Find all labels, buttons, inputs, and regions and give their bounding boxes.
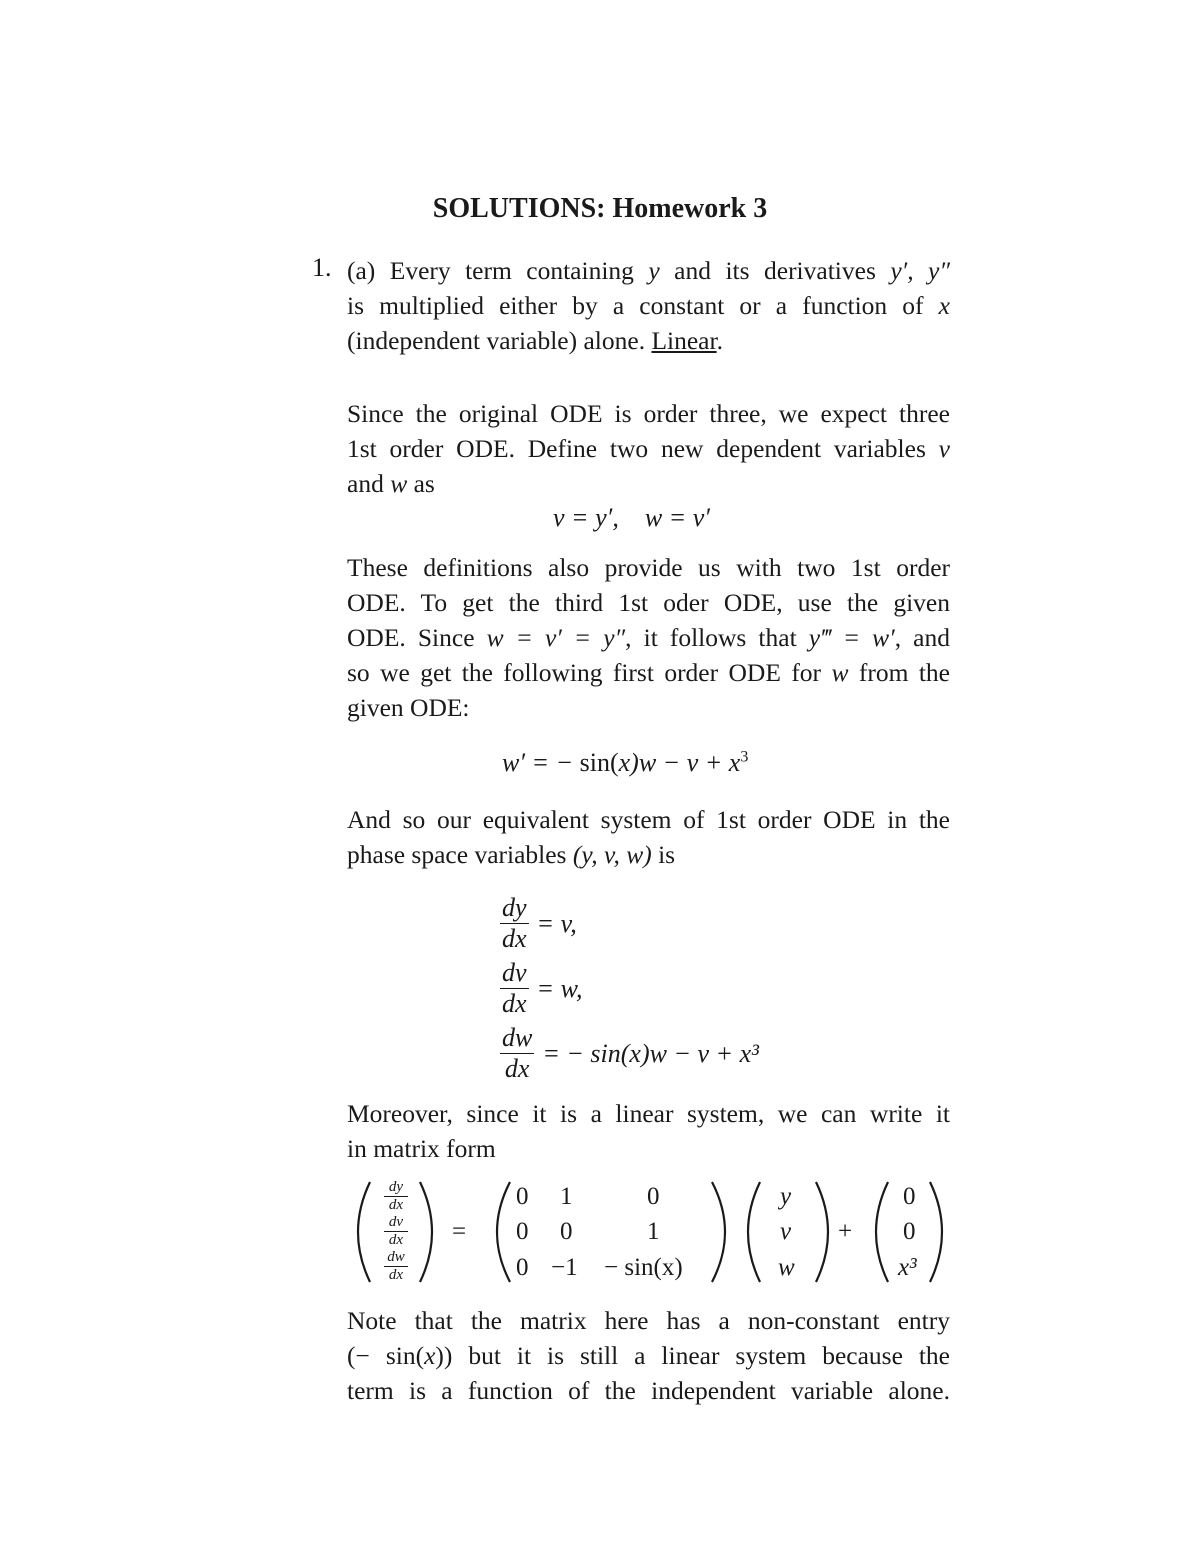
text-line: And so our equivalent system of 1st order ODE in the	[347, 805, 950, 834]
text-line: ODE. Since w = v′ = y″, it follows that y‴ = w′, and	[347, 623, 951, 652]
matrix-cell: 0	[560, 1218, 573, 1245]
text-line: ODE. To get the third 1st oder ODE, use the given	[347, 588, 950, 617]
lhs-frac-dv: dv dx	[384, 1215, 408, 1248]
w-prime-equation: w′ = − $\sin(x)w - v + x^3$	[502, 748, 749, 777]
text-line: phase space variables (y, v, w) is	[347, 840, 676, 869]
paragraph-note	[347, 1303, 950, 1408]
vector-right-paren	[816, 1182, 828, 1282]
lhs-frac-dw: dw dx	[384, 1250, 408, 1283]
definition-equation: v = y′, w = v′	[553, 503, 710, 532]
text-line: (− sin(x)) but it is still a linear system because the	[347, 1341, 950, 1370]
vector-cell: x³	[898, 1254, 917, 1281]
matrix-left-paren	[497, 1182, 510, 1282]
text-line: Note that the matrix here has a non-constant entry	[347, 1306, 950, 1335]
paragraph-matrix-intro	[347, 1096, 950, 1166]
vector-cell: 0	[903, 1183, 916, 1210]
fraction-dy-dx: $\frac{dy}{dx}$	[502, 893, 527, 953]
page-title: SOLUTIONS: Homework 3	[432, 193, 768, 224]
text-line: and w as	[347, 469, 435, 498]
text-line: in matrix form	[347, 1134, 496, 1163]
lhs-right-paren	[420, 1182, 432, 1282]
system-row-dy: $\frac{dy}{dx}$ = v,	[502, 893, 577, 953]
vector-cell: w	[778, 1254, 795, 1281]
vector-cell: 0	[903, 1218, 916, 1245]
b-right-paren	[930, 1182, 942, 1282]
matrix-cell: 0	[647, 1183, 660, 1210]
matrix-cell: −1	[551, 1254, 578, 1281]
matrix-cell: 1	[560, 1183, 573, 1210]
text-line: (a) Every term containing y and its derivatives y′, y″	[347, 256, 950, 285]
text-line: Since the original ODE is order three, we expect three	[347, 399, 950, 428]
matrix-cell: 0	[516, 1254, 529, 1281]
system-row-dv: $\frac{dv}{dx}$ = w,	[502, 958, 583, 1018]
problem-number: 1.	[312, 253, 332, 282]
linear-answer: Linear	[651, 326, 717, 355]
text-line: is multiplied either by a constant or a function of x	[347, 291, 950, 320]
text-line: term is a function of the independent variable alone.	[347, 1376, 950, 1405]
text-line: 1st order ODE. Define two new dependent variables v	[347, 434, 950, 463]
vector-cell: v	[780, 1218, 792, 1245]
vector-left-paren	[748, 1182, 760, 1282]
b-left-paren	[876, 1182, 888, 1282]
matrix-cell: 0	[516, 1183, 529, 1210]
text-line: so we get the following first order ODE for w from the	[347, 658, 950, 687]
system-row-dw: $\frac{dw}{dx}$ = − sin(x)w − v + x³	[502, 1023, 759, 1083]
fraction-dw-dx: $\frac{dw}{dx}$	[502, 1023, 533, 1083]
paragraph-definitions	[347, 396, 950, 501]
text-line: given ODE:	[347, 693, 470, 722]
text-line: These definitions also provide us with two 1st order	[347, 553, 950, 582]
paragraph-system-intro	[347, 802, 950, 872]
lhs-left-paren	[358, 1182, 370, 1282]
lhs-frac-dy: dy dx	[384, 1180, 408, 1213]
text-line: (independent variable) alone. Linear.	[347, 326, 723, 355]
matrix-cell: − sin(x)	[604, 1254, 683, 1281]
matrix-right-paren	[712, 1182, 725, 1282]
paragraph-linearity	[347, 253, 950, 358]
fraction-dv-dx: $\frac{dv}{dx}$	[502, 958, 527, 1018]
matrix-cell: 0	[516, 1218, 529, 1245]
matrix-cell: 1	[647, 1218, 660, 1245]
paragraph-third-ode	[347, 550, 950, 725]
text-line: Moreover, since it is a linear system, we can write it	[347, 1099, 950, 1128]
vector-cell: y	[780, 1183, 792, 1210]
